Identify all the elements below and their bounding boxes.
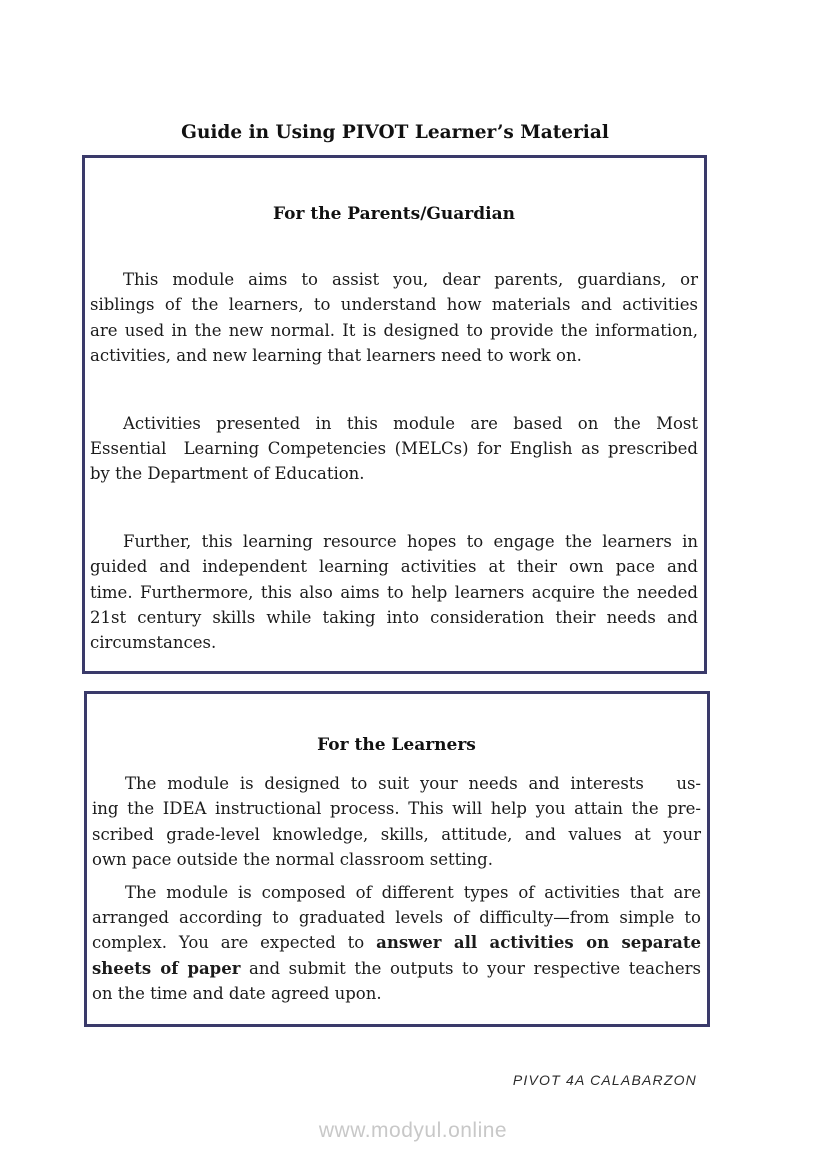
text-line: sheets of paper and submit the outputs to your respective teachers bbox=[92, 958, 701, 978]
paragraph bbox=[92, 771, 701, 873]
parents-guardian-box bbox=[82, 155, 707, 674]
learners-heading: For the Learners bbox=[317, 735, 476, 755]
footer-imprint: PIVOT 4A CALABARZON bbox=[512, 1072, 697, 1088]
text-line: guided and independent learning activities at their own pace and bbox=[90, 557, 698, 577]
text-line: Further, this learning resource hopes to engage the learners in bbox=[123, 531, 698, 551]
text-line: on the time and date agreed upon. bbox=[92, 984, 382, 1004]
text-line: This module aims to assist you, dear parents, guardians, or bbox=[123, 270, 698, 289]
text-line: arranged according to graduated levels of difficulty—from simple to bbox=[92, 908, 701, 928]
text-line: Essential Learning Competencies (MELCs) for English as prescribed bbox=[90, 439, 698, 459]
text-line: ing the IDEA instructional process. This will help you attain the pre- bbox=[92, 799, 701, 819]
paragraph bbox=[90, 411, 698, 487]
learners-paragraphs bbox=[92, 771, 701, 1007]
text-line: by the Department of Education. bbox=[90, 464, 365, 484]
text-line: Activities presented in this module are based on the Most bbox=[123, 413, 698, 433]
paragraph bbox=[90, 529, 698, 656]
text-line: scribed grade-level knowledge, skills, attitude, and values at your bbox=[92, 824, 701, 844]
parents-guardian-paragraphs bbox=[90, 267, 698, 656]
learners-box bbox=[84, 691, 710, 1027]
parents-guardian-heading: For the Parents/Guardian bbox=[273, 204, 515, 224]
text-line: 21st century skills while taking into consideration their needs and bbox=[90, 608, 698, 628]
text-line: own pace outside the normal classroom setting. bbox=[92, 850, 493, 870]
page-title: Guide in Using PIVOT Learner’s Material bbox=[181, 122, 609, 143]
text-line: activities, and new learning that learners need to work on. bbox=[90, 346, 582, 366]
text-line: siblings of the learners, to understand how materials and activities bbox=[90, 295, 698, 315]
text-line: circumstances. bbox=[90, 633, 217, 653]
paragraph bbox=[90, 267, 698, 369]
text-line: complex. You are expected to answer all activities on separate bbox=[92, 933, 701, 953]
watermark-text: www.modyul.online bbox=[318, 1119, 508, 1142]
text-line: are used in the new normal. It is designed to provide the information, bbox=[90, 320, 698, 340]
text-line: time. Furthermore, this also aims to help learners acquire the needed bbox=[90, 582, 698, 602]
text-line: The module is designed to suit your needs and interests us- bbox=[125, 774, 701, 793]
text-line: The module is composed of different types of activities that are bbox=[125, 882, 701, 902]
paragraph bbox=[92, 880, 701, 1007]
